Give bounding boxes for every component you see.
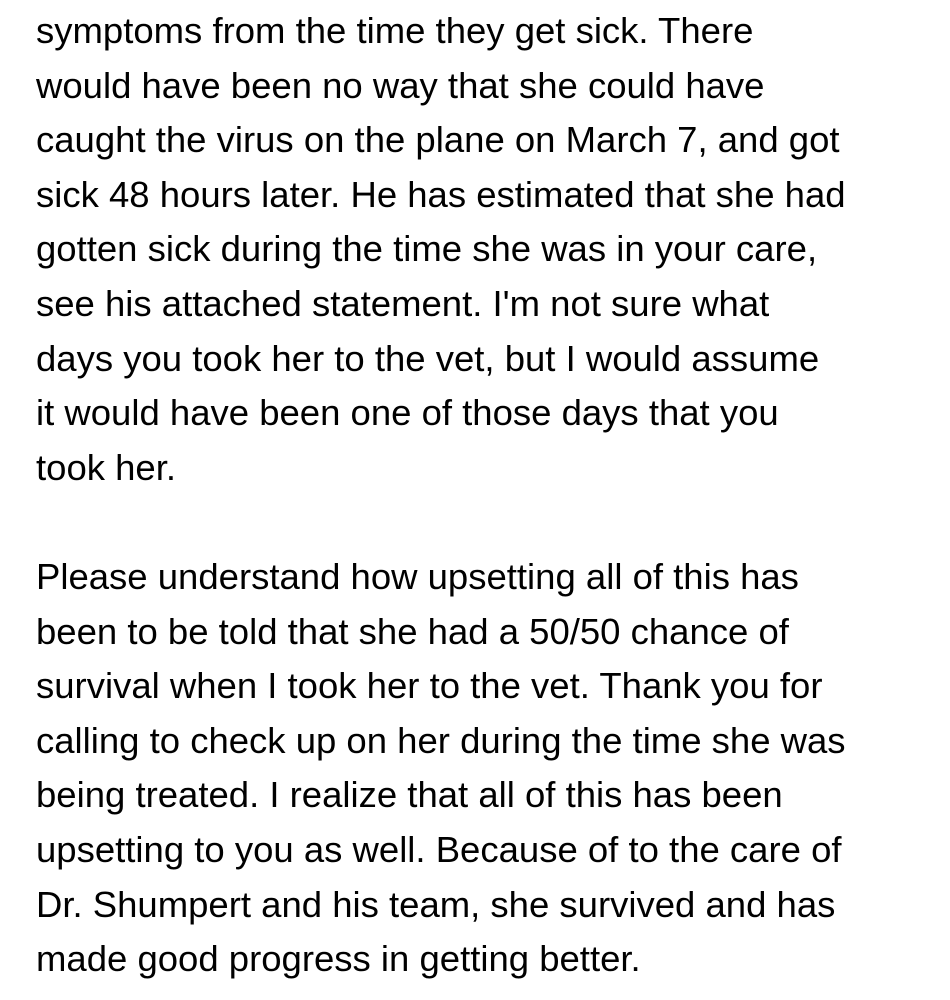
text-line: caught the virus on the plane on March 7, and got	[36, 119, 840, 161]
text-line: been to be told that she had a 50/50 chance of	[36, 610, 789, 652]
text-line: calling to check up on her during the time she was	[36, 719, 846, 761]
text-line: sick 48 hours later. He has estimated that she had	[36, 173, 846, 215]
text-line: days you took her to the vet, but I would assume	[36, 337, 820, 379]
text-line: gotten sick during the time she was in your care,	[36, 228, 818, 270]
text-line: see his attached statement. I'm not sure what	[36, 282, 770, 324]
text-line: Dr. Shumpert and his team, she survived and has	[36, 883, 836, 925]
text-line: symptoms from the time they get sick. There	[36, 10, 754, 51]
text-line: Please understand how upsetting all of this has	[36, 555, 799, 597]
message-body	[36, 4, 936, 987]
text-line: upsetting to you as well. Because of to the care of	[36, 828, 842, 870]
paragraph-spacer	[36, 495, 936, 550]
text-line: survival when I took her to the vet. Thank you for	[36, 665, 823, 707]
paragraph-2	[36, 550, 936, 987]
text-line: it would have been one of those days that you	[36, 392, 779, 434]
text-line: would have been no way that she could have	[36, 64, 765, 106]
paragraph-1	[36, 4, 936, 495]
text-line: took her.	[36, 446, 177, 488]
text-line: being treated. I realize that all of this has been	[36, 774, 783, 816]
text-line: made good progress in getting better.	[36, 938, 641, 980]
